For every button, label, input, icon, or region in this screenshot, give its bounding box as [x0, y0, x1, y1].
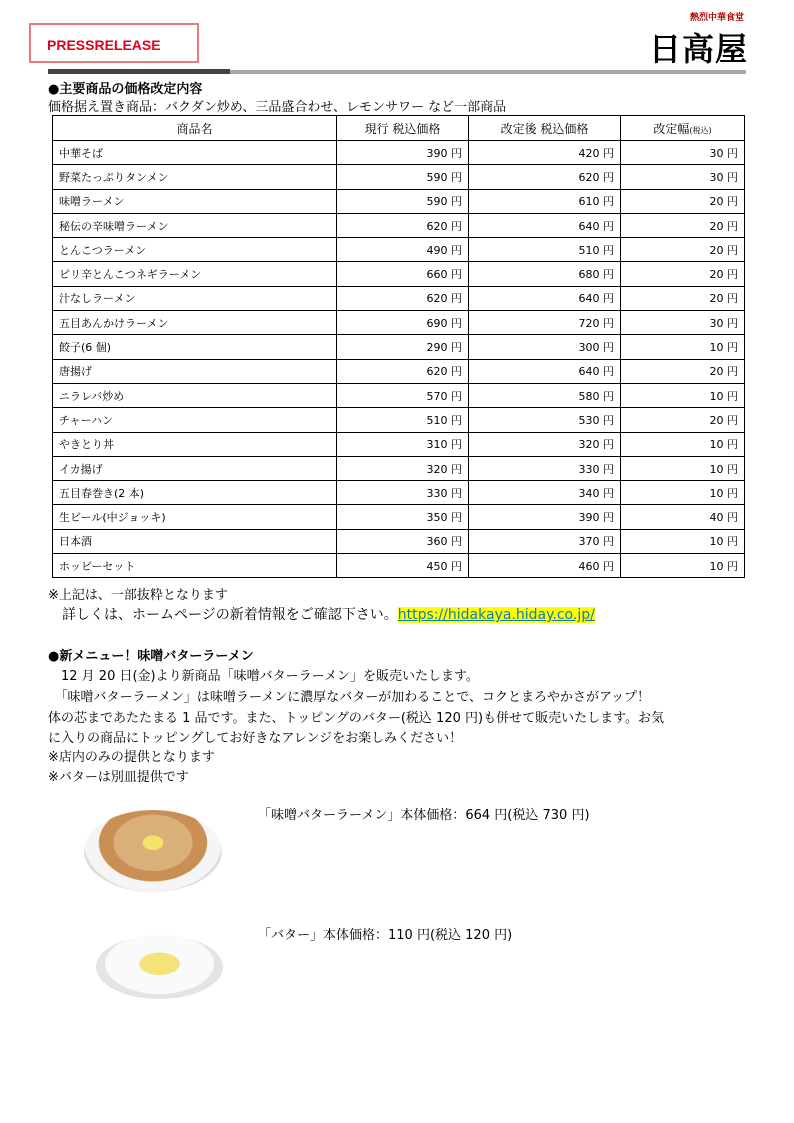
price-table [52, 115, 745, 578]
cell-current-price: 660 円 [337, 262, 469, 286]
cell-new-price: 620 円 [469, 165, 621, 189]
table-row [53, 505, 745, 529]
cell-price-diff: 10 円 [621, 456, 745, 480]
diff-suffix: (税込) [689, 125, 712, 135]
section-title-price-revision: ●主要商品の価格改定内容 [48, 82, 203, 97]
cell-new-price: 370 円 [469, 529, 621, 553]
table-row [53, 335, 745, 359]
product-caption-ramen: 「味噌バターラーメン」本体価格：664 円(税込 730 円) [258, 808, 590, 823]
note-details-text: 詳しくは、ホームページの新着情報をご確認下さい。 [48, 607, 398, 623]
cell-current-price: 290 円 [337, 335, 469, 359]
cell-current-price: 620 円 [337, 359, 469, 383]
col-header-diff [621, 116, 745, 141]
cell-price-diff: 20 円 [621, 408, 745, 432]
cell-current-price: 450 円 [337, 554, 469, 578]
table-row [53, 408, 745, 432]
cell-price-diff: 20 円 [621, 262, 745, 286]
cell-price-diff: 20 円 [621, 359, 745, 383]
cell-item-name: 五目春巻き(2 本) [53, 481, 337, 505]
note-excerpt: ※上記は、一部抜粋となります [48, 588, 228, 603]
cell-price-diff: 30 円 [621, 311, 745, 335]
table-row [53, 432, 745, 456]
table-row [53, 311, 745, 335]
cell-current-price: 690 円 [337, 311, 469, 335]
table-row [53, 383, 745, 407]
homepage-link[interactable]: https://hidakaya.hiday.co.jp/ [397, 607, 595, 623]
cell-item-name: 味噌ラーメン [53, 189, 337, 213]
cell-new-price: 720 円 [469, 311, 621, 335]
butter-image [96, 935, 223, 999]
diff-label: 改定幅 [653, 121, 690, 136]
body-line: に入りの商品にトッピングしてお好きなアレンジをお楽しみください！ [48, 731, 463, 746]
cell-price-diff: 30 円 [621, 141, 745, 165]
col-header-item: 商品名 [53, 116, 337, 141]
col-header-current: 現行 税込価格 [337, 116, 469, 141]
cell-new-price: 300 円 [469, 335, 621, 359]
section-subtitle: 価格据え置き商品：バクダン炒め、三品盛合わせ、レモンサワー など一部商品 [48, 100, 507, 115]
product-caption-butter: 「バター」本体価格：110 円(税込 120 円) [258, 928, 513, 943]
cell-price-diff: 10 円 [621, 554, 745, 578]
cell-current-price: 320 円 [337, 456, 469, 480]
cell-current-price: 510 円 [337, 408, 469, 432]
table-row [53, 189, 745, 213]
cell-price-diff: 10 円 [621, 481, 745, 505]
cell-current-price: 350 円 [337, 505, 469, 529]
cell-current-price: 590 円 [337, 189, 469, 213]
cell-current-price: 390 円 [337, 141, 469, 165]
cell-item-name: 汁なしラーメン [53, 286, 337, 310]
press-release-badge [29, 23, 199, 63]
cell-new-price: 330 円 [469, 456, 621, 480]
table-row [53, 262, 745, 286]
cell-current-price: 360 円 [337, 529, 469, 553]
table-row [53, 554, 745, 578]
note-details [48, 604, 595, 624]
cell-price-diff: 40 円 [621, 505, 745, 529]
cell-new-price: 420 円 [469, 141, 621, 165]
cell-current-price: 490 円 [337, 238, 469, 262]
table-header-row [53, 116, 745, 141]
cell-new-price: 510 円 [469, 238, 621, 262]
cell-item-name: とんこつラーメン [53, 238, 337, 262]
section-title-new-menu: ●新メニュー！味噌バターラーメン [48, 649, 254, 664]
cell-current-price: 620 円 [337, 286, 469, 310]
cell-price-diff: 10 円 [621, 335, 745, 359]
cell-price-diff: 10 円 [621, 383, 745, 407]
cell-price-diff: 10 円 [621, 529, 745, 553]
cell-price-diff: 20 円 [621, 189, 745, 213]
cell-item-name: 生ビール(中ジョッキ) [53, 505, 337, 529]
cell-price-diff: 20 円 [621, 213, 745, 237]
cell-price-diff: 20 円 [621, 238, 745, 262]
cell-item-name: 五目あんかけラーメン [53, 311, 337, 335]
cell-current-price: 570 円 [337, 383, 469, 407]
cell-price-diff: 30 円 [621, 165, 745, 189]
badge-text: PRESSRELEASE [47, 37, 161, 53]
cell-new-price: 680 円 [469, 262, 621, 286]
header-rule-light [230, 70, 746, 74]
cell-new-price: 530 円 [469, 408, 621, 432]
table-row [53, 286, 745, 310]
table-row [53, 359, 745, 383]
table-row [53, 238, 745, 262]
cell-new-price: 640 円 [469, 286, 621, 310]
cell-new-price: 460 円 [469, 554, 621, 578]
col-header-new: 改定後 税込価格 [469, 116, 621, 141]
cell-current-price: 310 円 [337, 432, 469, 456]
table-row [53, 481, 745, 505]
body-line: 体の芯まであたたまる 1 品です。また、トッピングのバター(税込 120 円)も併せて販売いたします。お気 [48, 711, 665, 726]
cell-price-diff: 10 円 [621, 432, 745, 456]
cell-item-name: 秘伝の辛味噌ラーメン [53, 213, 337, 237]
table-row [53, 165, 745, 189]
cell-new-price: 640 円 [469, 359, 621, 383]
cell-new-price: 610 円 [469, 189, 621, 213]
hidakaya-logo [644, 10, 748, 66]
cell-item-name: 唐揚げ [53, 359, 337, 383]
body-line: 「味噌バターラーメン」は味噌ラーメンに濃厚なバターが加わることで、コクとまろやかさがアップ！ [48, 690, 651, 705]
cell-item-name: 野菜たっぷりタンメン [53, 165, 337, 189]
table-row [53, 456, 745, 480]
cell-new-price: 390 円 [469, 505, 621, 529]
cell-item-name: チャーハン [53, 408, 337, 432]
cell-item-name: 日本酒 [53, 529, 337, 553]
table-row [53, 213, 745, 237]
cell-item-name: イカ揚げ [53, 456, 337, 480]
logo-name: 日高屋 [648, 30, 748, 68]
cell-item-name: 中華そば [53, 141, 337, 165]
cell-new-price: 580 円 [469, 383, 621, 407]
body-line: 12 月 20 日(金)より新商品「味噌バターラーメン」を販売いたします。 [48, 669, 479, 684]
cell-current-price: 590 円 [337, 165, 469, 189]
table-row [53, 529, 745, 553]
cell-item-name: ピリ辛とんこつネギラーメン [53, 262, 337, 286]
cell-current-price: 330 円 [337, 481, 469, 505]
miso-butter-ramen-image [84, 810, 222, 892]
logo-tagline: 熱烈中華食堂 [689, 13, 744, 23]
cell-current-price: 620 円 [337, 213, 469, 237]
cell-item-name: ホッピーセット [53, 554, 337, 578]
table-row [53, 141, 745, 165]
body-line: ※バターは別皿提供です [48, 770, 189, 785]
cell-price-diff: 20 円 [621, 286, 745, 310]
cell-new-price: 340 円 [469, 481, 621, 505]
header-rule-dark [48, 69, 230, 74]
cell-new-price: 640 円 [469, 213, 621, 237]
cell-new-price: 320 円 [469, 432, 621, 456]
body-line: ※店内のみの提供となります [48, 750, 215, 765]
cell-item-name: ニラレバ炒め [53, 383, 337, 407]
cell-item-name: 餃子(6 個) [53, 335, 337, 359]
cell-item-name: やきとり丼 [53, 432, 337, 456]
